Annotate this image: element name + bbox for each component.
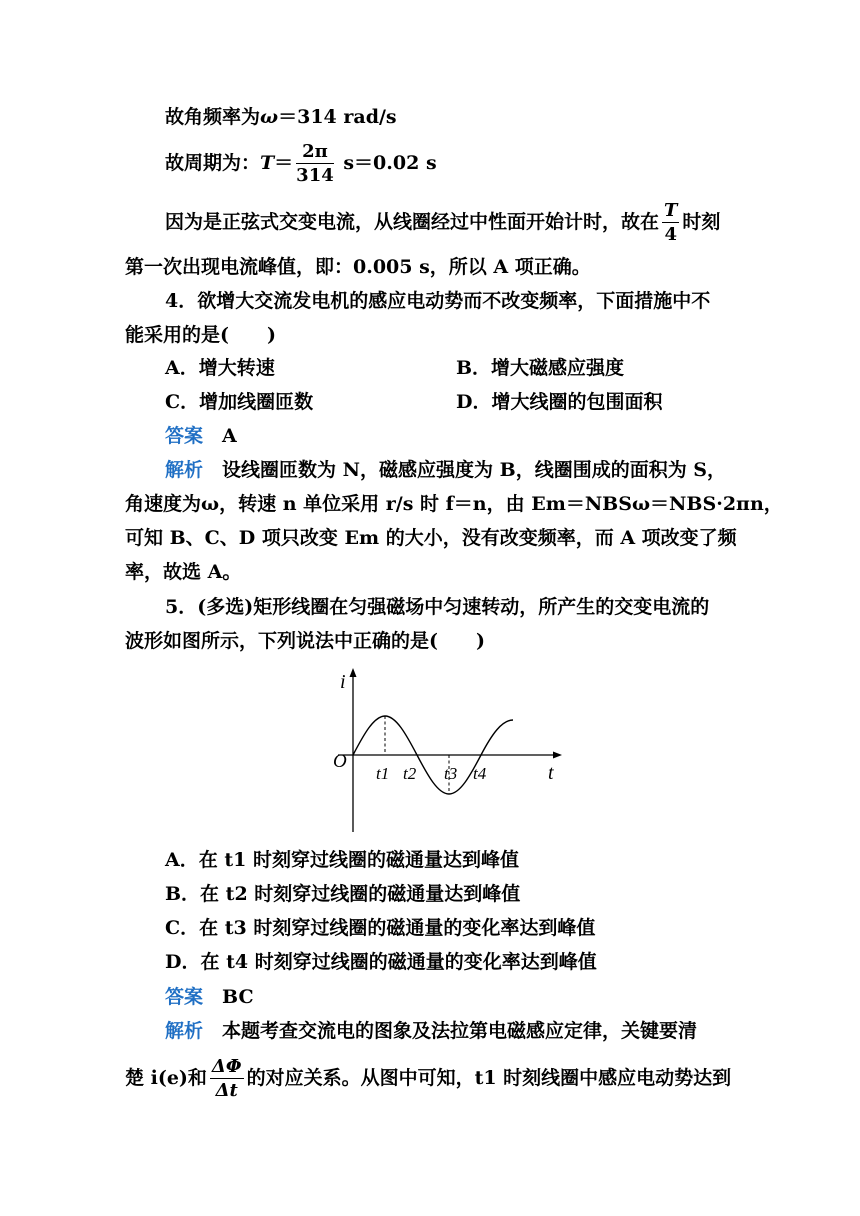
t4-label: t4 <box>473 764 487 783</box>
flux-rate-fraction: $\frac{\Delta\Phi}{\Delta t}$ <box>211 1056 242 1101</box>
sine-explanation-line: 因为是正弦式交变电流，从线圈经过中性面开始计时，故在 $\frac{T}{4}$ 时刻 <box>165 200 721 245</box>
q5-analysis-1: 解析 本题考查交流电的图象及法拉第电磁感应定律，关键要清 <box>165 1020 698 1042</box>
q4-analysis-1: 解析 设线圈匝数为 N，磁感应强度为 B，线圈围成的面积为 S， <box>165 459 727 481</box>
q4-option-b: B．增大磁感应强度 <box>456 357 625 379</box>
period-line: 故周期为：T＝ $\frac{2\pi}{314}$ s＝0.02 s <box>165 141 437 186</box>
i-axis-label: i <box>340 671 346 693</box>
q4-stem-1: 4．欲增大交流发电机的感应电动势而不改变频率，下面措施中不 <box>165 290 711 312</box>
q5-stem-1: 5．(多选)矩形线圈在匀强磁场中匀速转动，所产生的交变电流的 <box>165 596 710 618</box>
q5-option-d: D．在 t4 时刻穿过线圈的磁通量的变化率达到峰值 <box>165 951 597 973</box>
q4-option-d: D．增大线圈的包围面积 <box>456 391 663 413</box>
q4-option-a: A．增大转速 <box>165 357 275 379</box>
t-axis-arrow <box>553 752 562 759</box>
q5-stem-2: 波形如图所示，下列说法中正确的是( ) <box>125 630 485 652</box>
q5-option-b: B．在 t2 时刻穿过线圈的磁通量达到峰值 <box>165 883 521 905</box>
q4-stem-2: 能采用的是( ) <box>125 324 276 346</box>
t1-label: t1 <box>376 764 390 783</box>
current-waveform-graph <box>322 662 568 838</box>
q4-analysis-2: 角速度为ω，转速 n 单位采用 r/s 时 f＝n，由 Em＝NBSω＝NBS·2πn， <box>125 493 783 515</box>
q5-option-c: C．在 t3 时刻穿过线圈的磁通量的变化率达到峰值 <box>165 917 596 939</box>
q4-analysis-3: 可知 B、C、D 项只改变 Em 的大小，没有改变频率，而 A 项改变了频 <box>125 527 737 549</box>
origin-label: O <box>333 751 347 772</box>
peak-current-line: 第一次出现电流峰值，即：0.005 s，所以 A 项正确。 <box>125 256 591 278</box>
q4-answer: 答案 A <box>165 425 237 447</box>
q5-option-a: A．在 t1 时刻穿过线圈的磁通量达到峰值 <box>165 849 519 871</box>
q5-analysis-2: 楚 i(e)和 $\frac{\Delta\Phi}{\Delta t}$ 的对应关系。从图中可知，t1 时刻线圈中感应电动势达到 <box>125 1056 732 1101</box>
i-axis-arrow <box>350 668 357 677</box>
quarter-period-fraction: $\frac{T}{4}$ <box>664 200 678 245</box>
angular-frequency-line: 故角频率为ω＝314 rad/s <box>165 106 397 128</box>
period-fraction: $\frac{2\pi}{314}$ <box>296 141 334 186</box>
q5-answer: 答案 BC <box>165 986 254 1008</box>
q4-analysis-4: 率，故选 A。 <box>125 561 242 583</box>
t3-label: t3 <box>444 764 458 783</box>
t-axis-label: t <box>548 762 554 784</box>
q4-option-c: C．增加线圈匝数 <box>165 391 314 413</box>
t2-label: t2 <box>403 764 417 783</box>
